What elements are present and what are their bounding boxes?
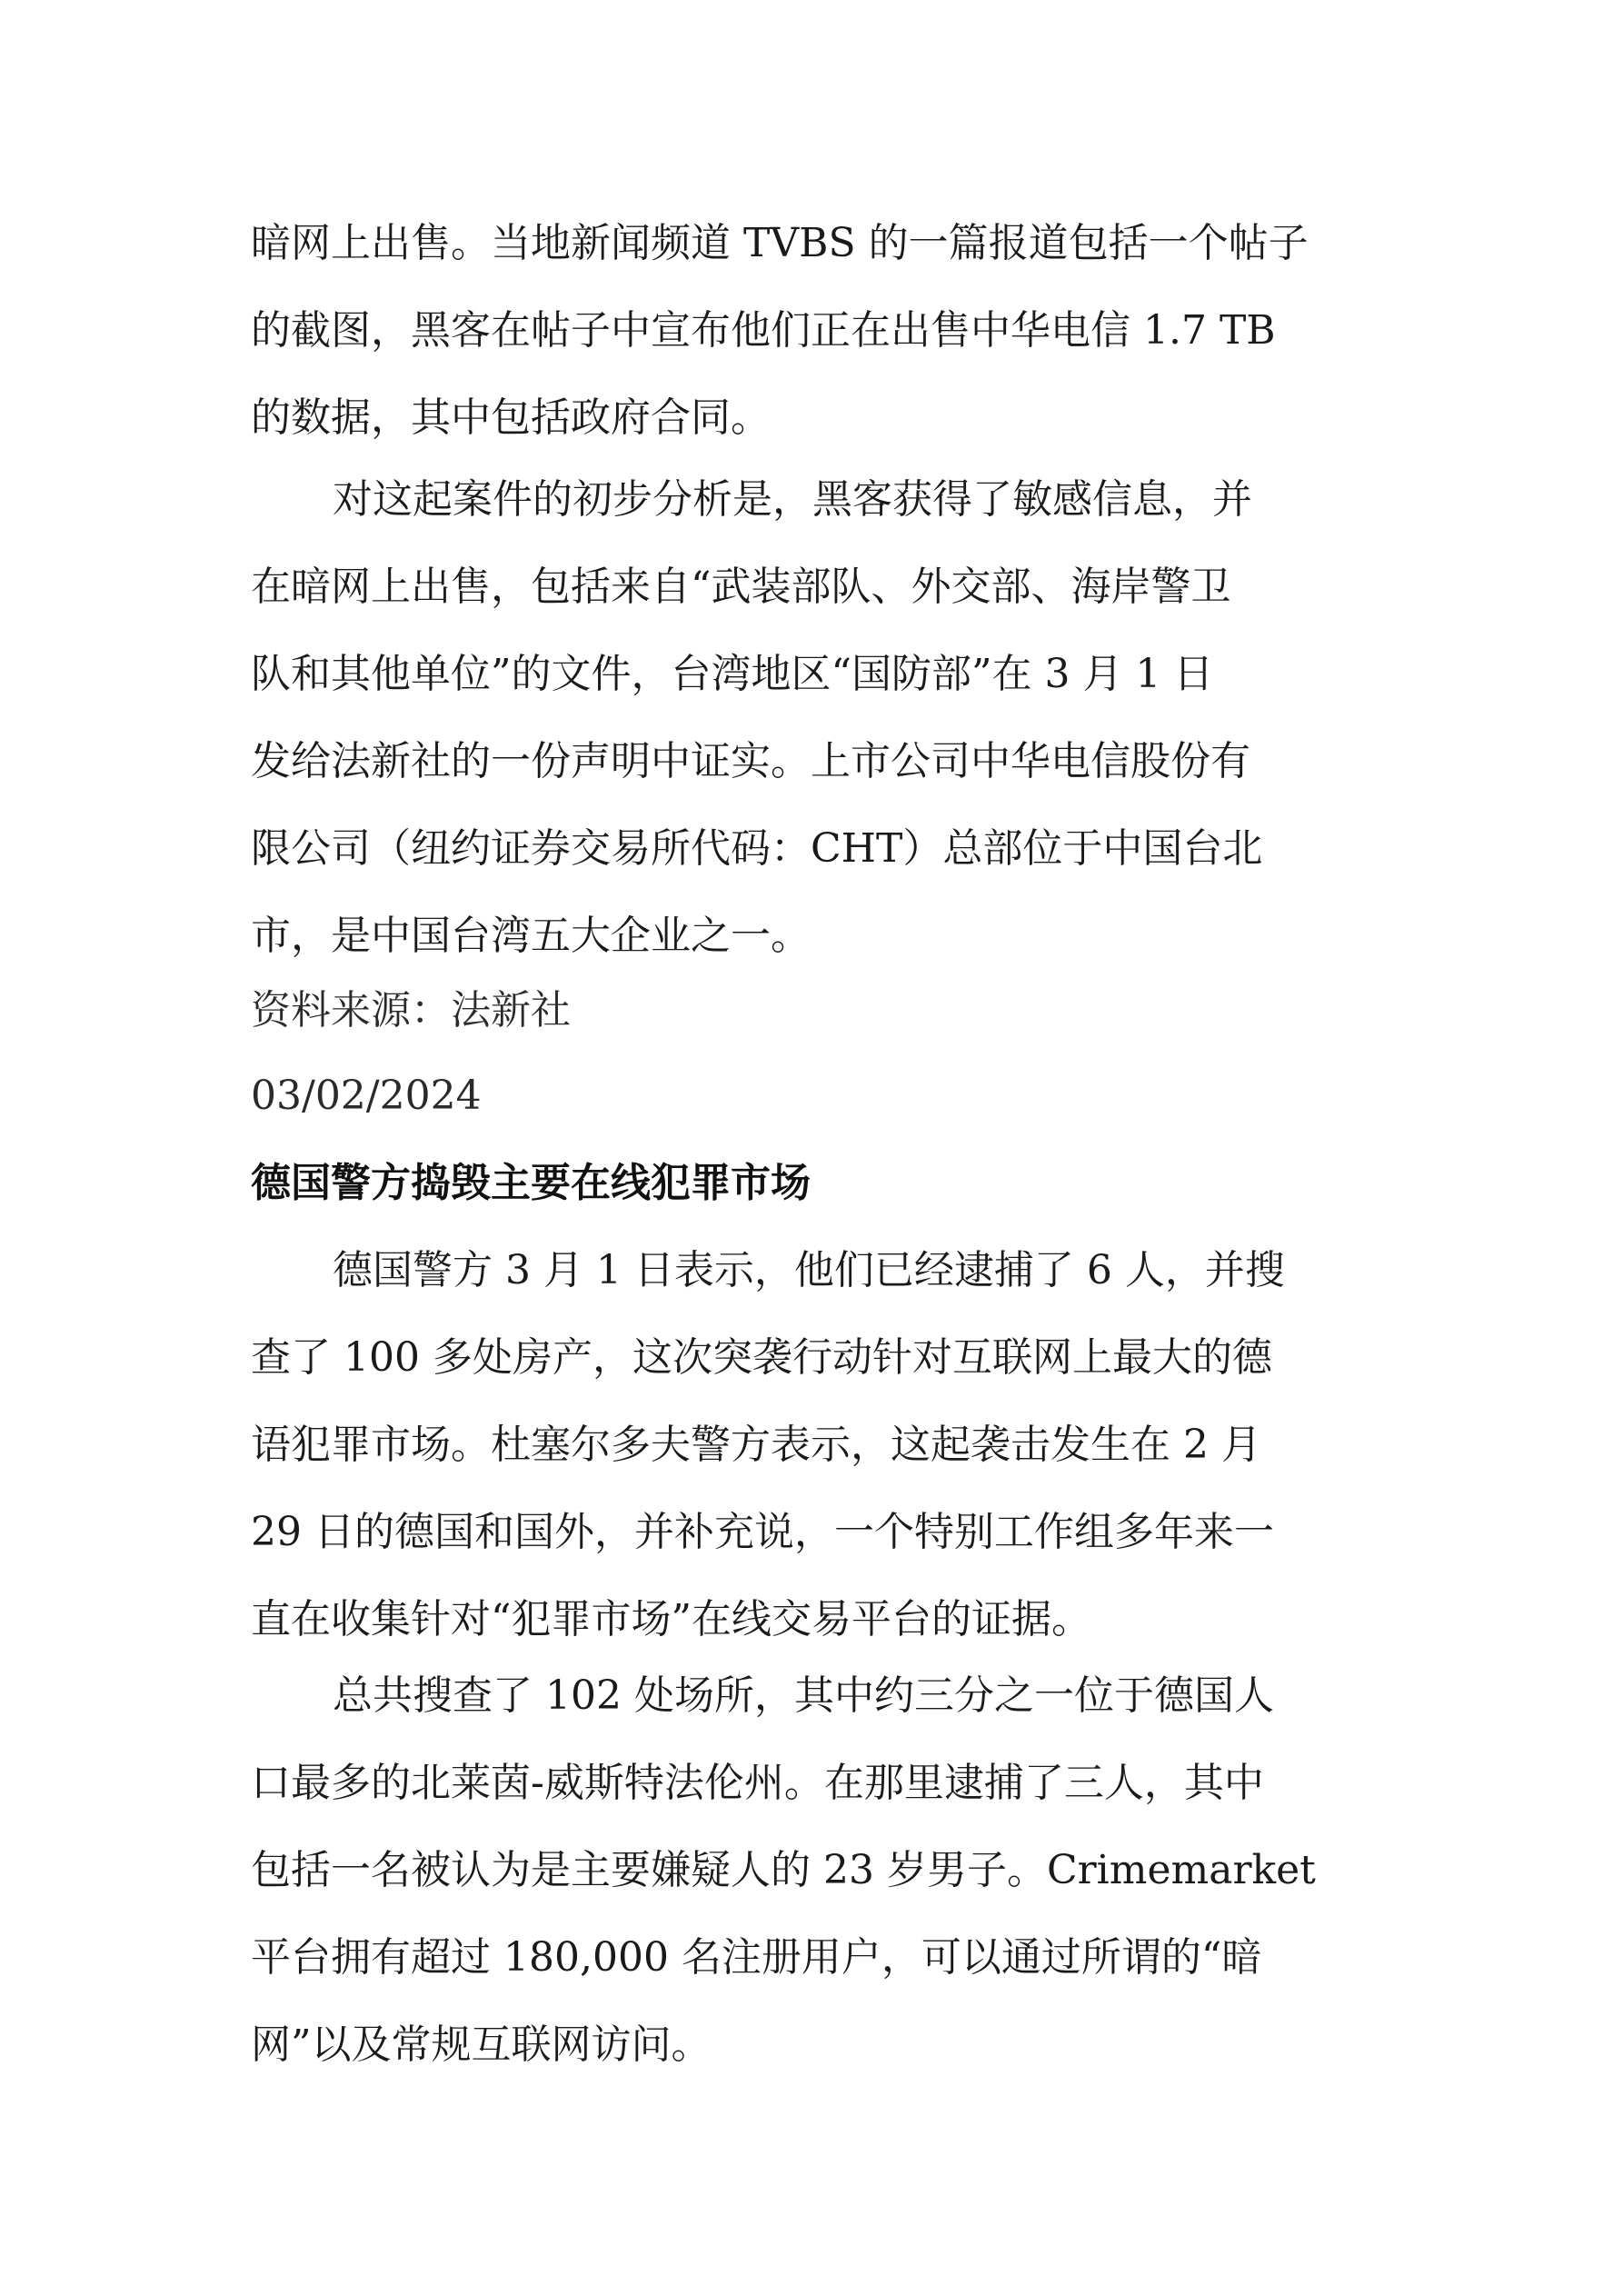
text-line: 德国警方 3 月 1 日表示，他们已经逮捕了 6 人，并搜 xyxy=(333,1247,1285,1293)
text-line: 口最多的北莱茵-威斯特法伦州。在那里逮捕了三人，其中 xyxy=(251,1760,1264,1806)
text-line: 包括一名被认为是主要嫌疑人的 23 岁男子。Crimemarket xyxy=(251,1847,1316,1893)
text-line: 直在收集针对“犯罪市场”在线交易平台的证据。 xyxy=(251,1596,1091,1642)
text-line: 平台拥有超过 180,000 名注册用户，可以通过所谓的“暗 xyxy=(251,1934,1262,1981)
text-line: 市，是中国台湾五大企业之一。 xyxy=(251,913,811,959)
text-line: 发给法新社的一份声明中证实。上市公司中华电信股份有 xyxy=(251,738,1250,784)
text-line: 29 日的德国和国外，并补充说，一个特别工作组多年来一 xyxy=(251,1509,1274,1555)
text-line: 语犯罪市场。杜塞尔多夫警方表示，这起袭击发生在 2 月 xyxy=(251,1422,1261,1468)
text-line: 总共搜查了 102 处场所，其中约三分之一位于德国人 xyxy=(333,1672,1274,1719)
text-line: 限公司（纽约证券交易所代码：CHT）总部位于中国台北 xyxy=(251,825,1263,872)
article2-paragraph-1 xyxy=(251,1227,1378,1663)
text-line: 暗网上出售。当地新闻频道 TVBS 的一篇报道包括一个帖子 xyxy=(251,220,1309,266)
text-line: 对这起案件的初步分析是，黑客获得了敏感信息，并 xyxy=(333,476,1252,523)
text-line: 的截图，黑客在帖子中宣布他们正在出售中华电信 1.7 TB xyxy=(251,307,1276,354)
text-line: 的数据，其中包括政府合同。 xyxy=(251,394,771,441)
text-line: 队和其他单位”的文件，台湾地区“国防部”在 3 月 1 日 xyxy=(251,651,1214,697)
article-date: 03/02/2024 xyxy=(251,1073,482,1119)
article2-paragraph-2 xyxy=(251,1652,1378,2089)
text-line: 在暗网上出售，包括来自“武装部队、外交部、海岸警卫 xyxy=(251,564,1231,610)
article1-paragraph-2 xyxy=(251,456,1378,980)
article-headline: 德国警方捣毁主要在线犯罪市场 xyxy=(251,1160,811,1206)
article1-paragraph-1 xyxy=(251,200,1378,462)
source-credit: 资料来源：法新社 xyxy=(251,987,571,1033)
text-line: 查了 100 多处房产，这次突袭行动针对互联网上最大的德 xyxy=(251,1334,1272,1381)
text-line: 网”以及常规互联网访问。 xyxy=(251,2021,712,2068)
